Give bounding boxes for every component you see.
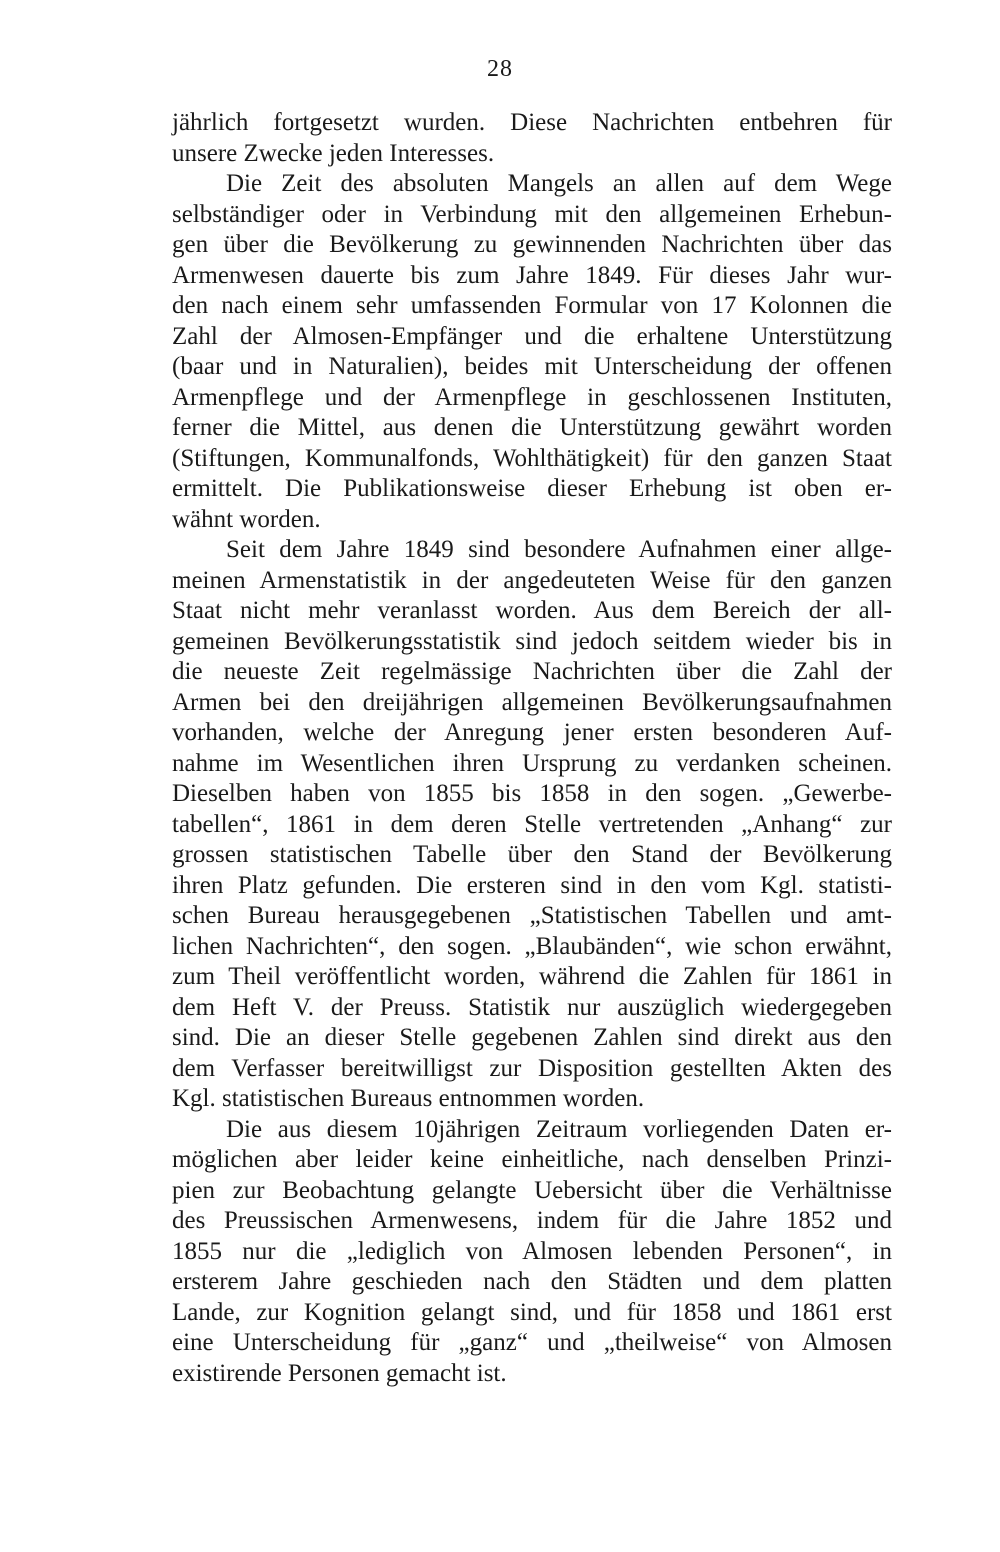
text-line: möglichen aber leider keine einheitliche, nach denselben Prinzi- bbox=[172, 1146, 892, 1173]
text-line: nahme im Wesentlichen ihren Ursprung zu verdanken scheinen. bbox=[172, 749, 892, 777]
text-line: ihren Platz gefunden. Die ersteren sind in den vom Kgl. statisti- bbox=[172, 871, 892, 899]
page-number: 28 bbox=[487, 56, 513, 82]
text-line: selbständiger oder in Verbindung mit den allgemeinen Erhebun- bbox=[172, 200, 892, 228]
text-line: 1855 nur die „lediglich von Almosen lebenden Personen“, in bbox=[172, 1237, 892, 1265]
text-line: (Stiftungen, Kommunalfonds, Wohlthätigkeit) für den ganzen Staat bbox=[172, 444, 892, 472]
text-line: tabellen“, 1861 in dem deren Stelle vertretenden „Anhang“ zur bbox=[172, 810, 892, 838]
text-line: gemeinen Bevölkerungsstatistik sind jedoch seitdem wieder bis in bbox=[172, 627, 892, 655]
text-line: sind. Die an dieser Stelle gegebenen Zahlen sind direkt aus den bbox=[172, 1024, 892, 1051]
text-line: die neueste Zeit regelmässige Nachrichten über die Zahl der bbox=[172, 658, 892, 685]
text-line: Zahl der Almosen-Empfänger und die erhaltene Unterstützung bbox=[172, 322, 892, 350]
text-line: gen über die Bevölkerung zu gewinnenden Nachrichten über das bbox=[172, 231, 892, 258]
text-line: Armenwesen dauerte bis zum Jahre 1849. Für dieses Jahr wur- bbox=[172, 261, 892, 289]
text-line: meinen Armenstatistik in der angedeuteten Weise für den ganzen bbox=[172, 566, 892, 594]
body-text bbox=[172, 108, 892, 1389]
text-line: Kgl. statistischen Bureaus entnommen worden. bbox=[172, 1085, 645, 1112]
text-line: zum Theil veröffentlicht worden, während die Zahlen für 1861 in bbox=[172, 963, 892, 990]
text-line: Dieselben haben von 1855 bis 1858 in den sogen. „Gewerbe- bbox=[172, 780, 892, 807]
text-line: jährlich fortgesetzt wurden. Diese Nachrichten entbehren für bbox=[172, 109, 892, 136]
text-line: Armen bei den dreijährigen allgemeinen Bevölkerungsaufnahmen bbox=[172, 688, 892, 716]
text-line: Staat nicht mehr veranlasst worden. Aus dem Bereich der all- bbox=[172, 597, 892, 624]
text-line: Die Zeit des absoluten Mangels an allen auf dem Wege bbox=[226, 170, 892, 197]
text-line: eine Unterscheidung für „ganz“ und „theilweise“ von Almosen bbox=[172, 1329, 892, 1356]
text-line: existirende Personen gemacht ist. bbox=[172, 1359, 507, 1387]
text-line: den nach einem sehr umfassenden Formular von 17 Kolonnen die bbox=[172, 292, 892, 319]
text-line: lichen Nachrichten“, den sogen. „Blaubänden“, wie schon erwähnt, bbox=[172, 932, 892, 960]
text-line: Die aus diesem 10jährigen Zeitraum vorliegenden Daten er- bbox=[226, 1115, 892, 1143]
text-line: schen Bureau herausgegebenen „Statistischen Tabellen und amt- bbox=[172, 902, 892, 929]
text-line: Seit dem Jahre 1849 sind besondere Aufnahmen einer allge- bbox=[226, 536, 892, 563]
text-line: wähnt worden. bbox=[172, 505, 321, 533]
text-line: Armenpflege und der Armenpflege in geschlossenen Instituten, bbox=[172, 383, 892, 411]
text-line: dem Heft V. der Preuss. Statistik nur auszüglich wiedergegeben bbox=[172, 993, 892, 1021]
text-line: grossen statistischen Tabelle über den Stand der Bevölkerung bbox=[172, 841, 892, 868]
text-line: ersterem Jahre geschieden nach den Städten und dem platten bbox=[172, 1268, 892, 1295]
text-line: dem Verfasser bereitwilligst zur Disposition gestellten Akten des bbox=[172, 1054, 892, 1082]
text-line: pien zur Beobachtung gelangte Uebersicht über die Verhältnisse bbox=[172, 1176, 892, 1204]
text-line: (baar und in Naturalien), beides mit Unterscheidung der offenen bbox=[172, 353, 892, 380]
text-line: vorhanden, welche der Anregung jener ersten besonderen Auf- bbox=[172, 719, 892, 746]
text-line: Lande, zur Kognition gelangt sind, und für 1858 und 1861 erst bbox=[172, 1298, 892, 1326]
text-line: ferner die Mittel, aus denen die Unterstützung gewährt worden bbox=[172, 414, 892, 441]
text-line: unsere Zwecke jeden Interesses. bbox=[172, 139, 495, 167]
text-line: ermittelt. Die Publikationsweise dieser Erhebung ist oben er- bbox=[172, 475, 892, 502]
text-line: des Preussischen Armenwesens, indem für die Jahre 1852 und bbox=[172, 1207, 892, 1234]
